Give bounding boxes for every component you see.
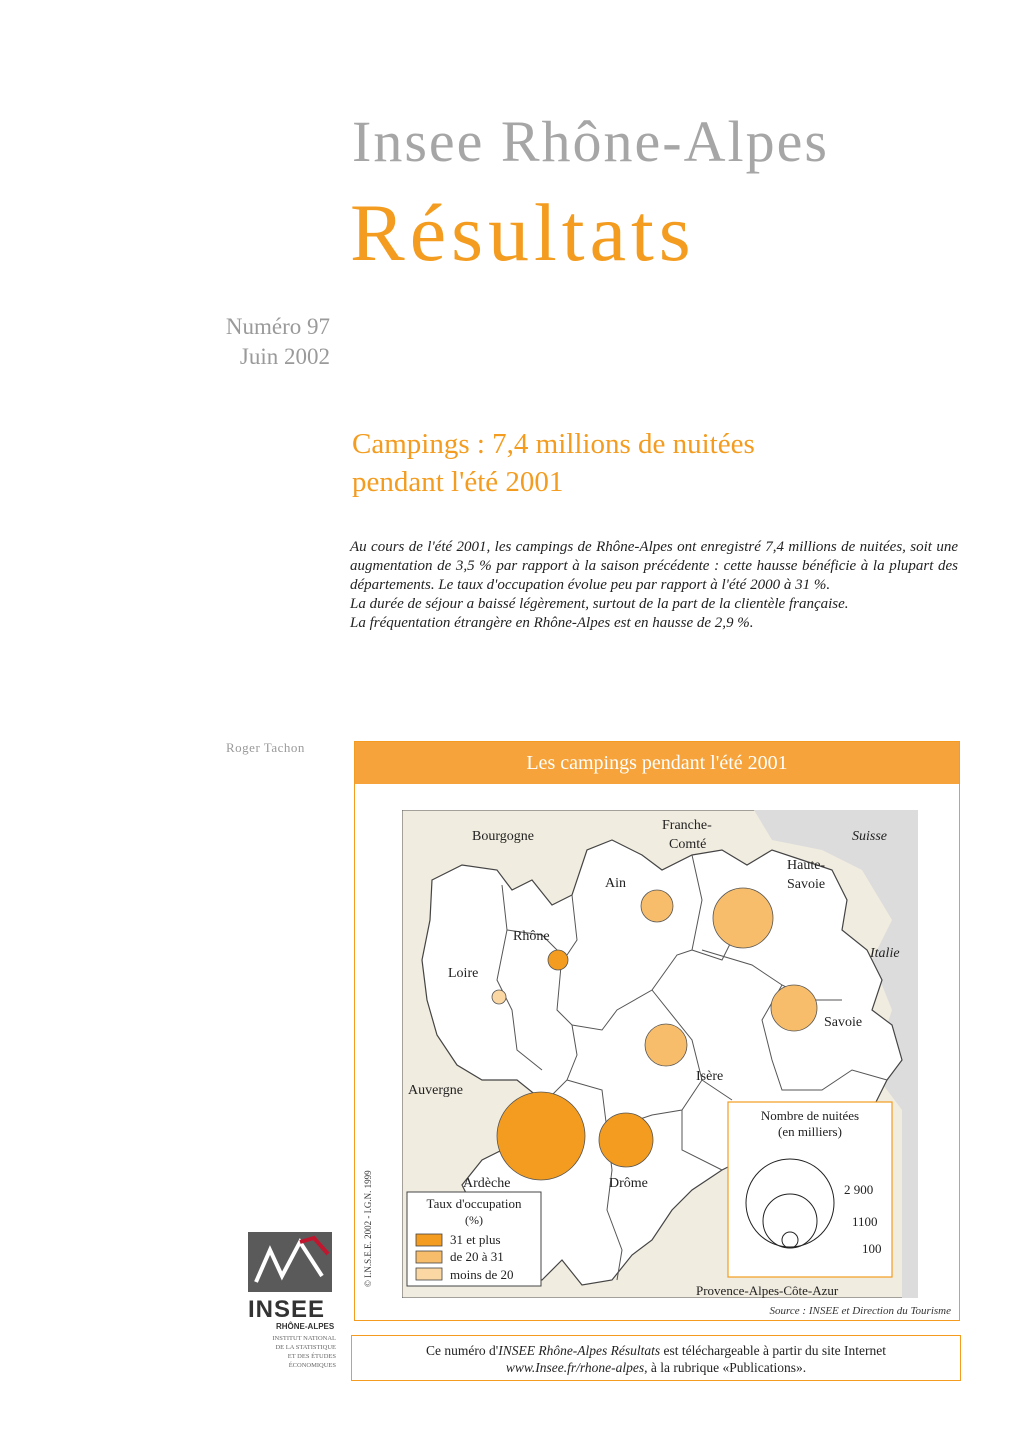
insee-logo-icon — [248, 1232, 332, 1292]
rate-legend-swatch-3 — [416, 1268, 442, 1280]
issue-number: Numéro 97 — [225, 314, 330, 339]
circle-haute-savoie — [713, 888, 773, 948]
issue-info — [150, 312, 330, 372]
abstract-paragraph-1: Au cours de l'été 2001, les campings de Rhône-Alpes ont enregistré 7,4 millions de nuitées, soit une augmentation de 3,5 % par rapport à la saison précédente : cette hausse bénéficie à la plupart des départements. Le taux d'occupation évolue peu par rapport à l'été 2000 à 31 %. — [350, 539, 958, 593]
label-franche-comte-2: Comté — [669, 837, 707, 852]
logo-line: ET DES ÉTUDES — [287, 1353, 336, 1360]
headline-line-1: Campings : 7,4 millions de nuitées — [352, 428, 755, 460]
circle-isere — [645, 1024, 687, 1066]
label-loire: Loire — [448, 966, 479, 981]
headline — [352, 425, 952, 501]
circle-ain — [641, 890, 673, 922]
size-legend — [728, 1102, 892, 1277]
rate-legend-swatch-2 — [416, 1251, 442, 1263]
download-notice — [351, 1335, 961, 1381]
logo-line: INSTITUT NATIONAL — [272, 1335, 336, 1342]
abstract-paragraph-3: La fréquentation étrangère en Rhône-Alpes est en hausse de 2,9 %. — [350, 615, 754, 631]
notice-publication-name: INSEE Rhône-Alpes Résultats — [498, 1343, 661, 1358]
rate-legend-label-3: moins de 20 — [450, 1267, 514, 1282]
masthead-title: Insee Rhône-Alpes — [352, 109, 829, 174]
rate-legend-title-1: Taux d'occupation — [426, 1196, 522, 1211]
label-isere: Isère — [696, 1069, 724, 1084]
issue-date: Juin 2002 — [239, 344, 330, 369]
circle-rhone — [548, 950, 568, 970]
circle-loire — [492, 990, 506, 1004]
label-auvergne: Auvergne — [408, 1083, 463, 1098]
headline-line-2: pendant l'été 2001 — [352, 466, 564, 498]
rate-legend-swatch-1 — [416, 1234, 442, 1246]
label-haute-savoie-1: Haute- — [787, 858, 826, 873]
masthead-resultats: Résultats — [350, 187, 696, 278]
rate-legend-label-2: de 20 à 31 — [450, 1249, 504, 1264]
figure-title: Les campings pendant l'été 2001 — [355, 742, 959, 784]
label-bourgogne: Bourgogne — [472, 829, 534, 844]
label-franche-comte-1: Franche- — [662, 818, 712, 833]
label-savoie: Savoie — [824, 1015, 863, 1030]
circle-savoie — [771, 985, 817, 1031]
size-legend-title-2: (en milliers) — [778, 1124, 842, 1139]
figure-source: Source : INSEE et Direction du Tourisme — [769, 1305, 951, 1317]
notice-text-2: est téléchargeable à partir du site Internet — [660, 1343, 886, 1358]
label-rhone: Rhône — [513, 929, 550, 944]
size-legend-title-1: Nombre de nuitées — [760, 1108, 860, 1123]
rate-legend-label-1: 31 et plus — [450, 1232, 501, 1247]
abstract-paragraph-2: La durée de séjour a baissé légèrement, surtout de la part de la clientèle française. — [350, 596, 849, 612]
circle-drome — [599, 1113, 653, 1167]
notice-text-3: , à la rubrique «Publications». — [644, 1360, 807, 1375]
map — [402, 810, 918, 1298]
label-drome: Drôme — [609, 1176, 648, 1191]
abstract — [350, 538, 958, 633]
size-legend-value-1: 2 900 — [844, 1182, 874, 1197]
label-suisse: Suisse — [852, 829, 887, 844]
label-ain: Ain — [605, 876, 626, 891]
logo-name: INSEE — [248, 1296, 326, 1323]
logo-line: ÉCONOMIQUES — [288, 1362, 336, 1369]
figure-box — [354, 741, 960, 1321]
rate-legend-title-2: (%) — [465, 1213, 483, 1227]
logo-subtitle: RHÔNE-ALPES — [276, 1322, 335, 1331]
circle-ardeche — [497, 1092, 585, 1180]
label-italie: Italie — [870, 946, 900, 961]
size-legend-value-2: 1100 — [852, 1214, 878, 1229]
label-haute-savoie-2: Savoie — [787, 877, 826, 892]
label-ardeche: Ardèche — [463, 1176, 511, 1191]
rate-legend — [407, 1192, 541, 1286]
size-legend-value-3: 100 — [862, 1241, 882, 1256]
logo-line: DE LA STATISTIQUE — [275, 1344, 336, 1351]
logo-institute-lines — [246, 1334, 336, 1370]
author-name: Roger Tachon — [226, 740, 305, 755]
label-paca: Provence-Alpes-Côte-Azur — [696, 1283, 839, 1298]
notice-website-link[interactable]: www.Insee.fr/rhone-alpes — [505, 1360, 645, 1375]
notice-text-1: Ce numéro d' — [426, 1343, 499, 1358]
map-copyright: © I.N.S.E.E. 2002 - I.G.N. 1999 — [363, 1170, 373, 1287]
